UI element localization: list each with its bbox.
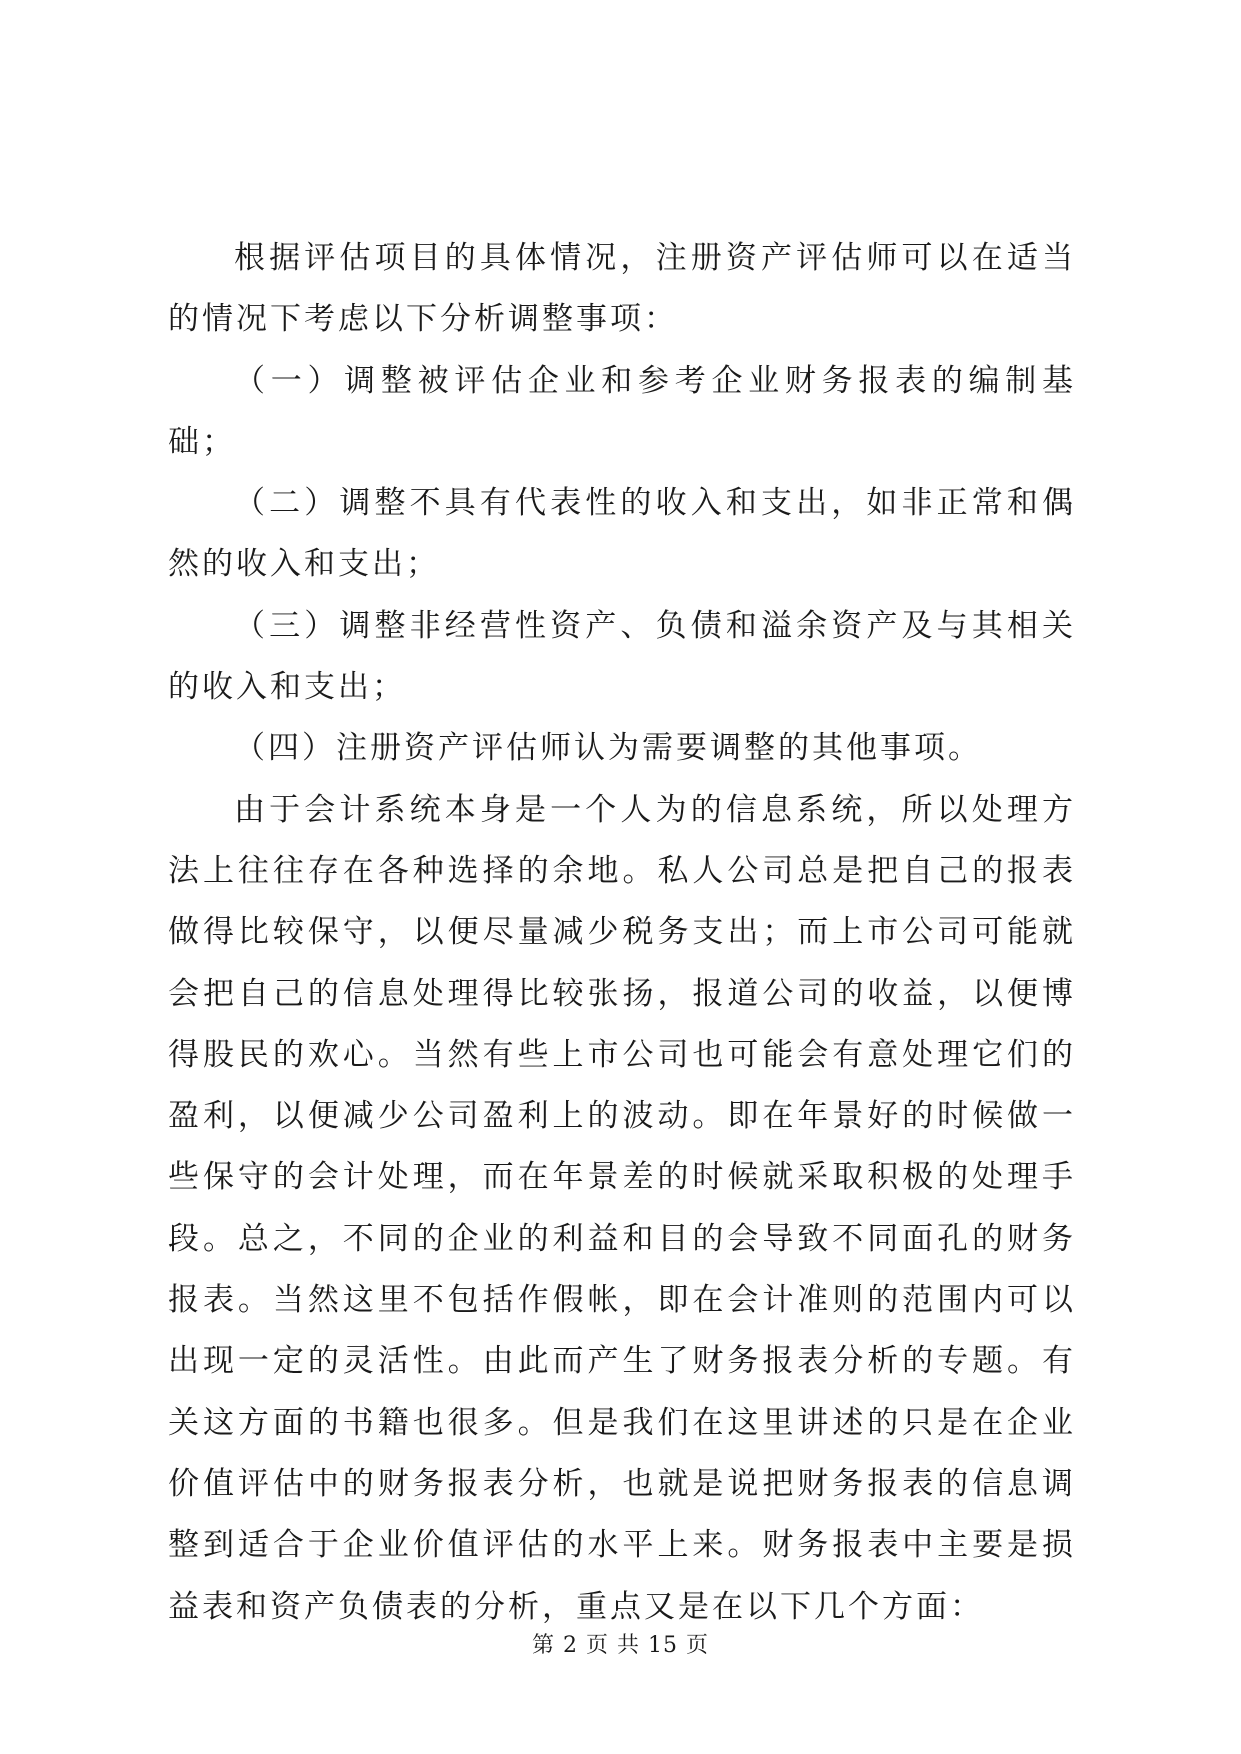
paragraph-item-3: （三）调整非经营性资产、负债和溢余资产及与其相关的收入和支出； (168, 607, 1076, 706)
paragraph-item-2: （二）调整不具有代表性的收入和支出，如非正常和偶然的收入和支出； (168, 485, 1076, 583)
paragraph-intro: 根据评估项目的具体情况，注册资产评估师可以在适当的情况下考虑以下分析调整事项： (168, 240, 1076, 338)
paragraph-body: 由于会计系统本身是一个人为的信息系统，所以处理方法上往往存在各种选择的余地。私人公司总是把自己的报表做得比较保守，以便尽量减少税务支出；而上市公司可能就会把自己的信息处理得比较张扬，报道公司的收益，以便博得股民的欢心。当然有些上市公司也可能会有意处理它们的盈利，以便减少公司盈利上的波动。即在年景好的时候做一些保守的会计处理，而在年景差的时候就采取积极的处理手段。总之，不同的企业的利益和目的会导致不同面孔的财务报表。当然这里不包括作假帐，即在会计准则的范围内可以出现一定的灵活性。由此而产生了财务报表分析的专题。有关这方面的书籍也很多。但是我们在这里讲述的只是在企业价值评估中的财务报表分析，也就是说把财务报表的信息调整到适合于企业价值评估的水平上来。财务报表中主要是损益表和资产负债表的分析，重点又是在以下几个方面： (168, 791, 1076, 1625)
page-number-footer: 第 2 页 共 15 页 (532, 1633, 709, 1658)
paragraph-item-1: （一）调整被评估企业和参考企业财务报表的编制基础； (168, 362, 1076, 460)
paragraph-item-4: （四）注册资产评估师认为需要调整的其他事项。 (234, 730, 982, 767)
document-body (168, 228, 1076, 1638)
